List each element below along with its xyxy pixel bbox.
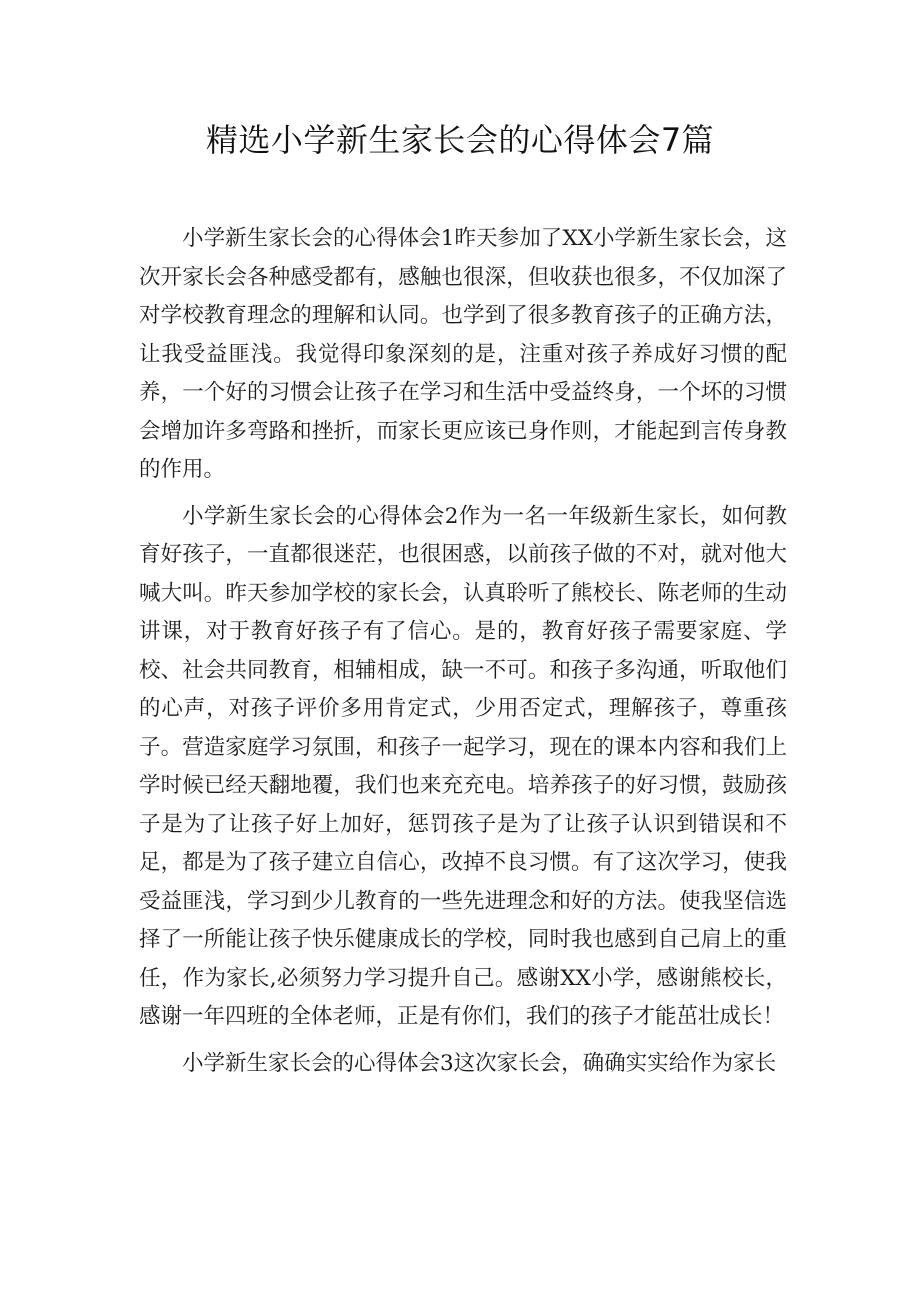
document-body — [139, 220, 787, 1091]
document-title: 精选小学新生家长会的心得体会7篇 — [205, 121, 715, 159]
paragraph-3: 小学新生家长会的心得体会3这次家长会，确确实实给作为家长 — [182, 1050, 777, 1076]
paragraph-1: 小学新生家长会的心得体会1昨天参加了XX小学新生家长会，这次开家长会各种感受都有，感触也很深，但收获也很多，不仅加深了对学校教育理念的理解和认同。也学到了很多教育孩子的正确方法，让我受益匪浅。我觉得印象深刻的是，注重对孩子养成好习惯的配养，一个好的习惯会让孩子在学习和生活中受益终身，一个坏的习惯会增加许多弯路和挫折，而家长更应该已身作则，才能起到言传身教的作用。 — [139, 226, 787, 482]
paragraph-2: 小学新生家长会的心得体会2作为一名一年级新生家长，如何教育好孩子，一直都很迷茫，也很困惑，以前孩子做的不对，就对他大喊大叫。昨天参加学校的家长会，认真聆听了熊校长、陈老师的生动讲课，对于教育好孩子有了信心。是的，教育好孩子需要家庭、学校、社会共同教育，相辅相成，缺一不可。和孩子多沟通，听取他们的心声，对孩子评价多用肯定式，少用否定式，理解孩子，尊重孩子。营造家庭学习氛围，和孩子一起学习，现在的课本内容和我们上学时候已经天翻地覆，我们也来充充电。培养孩子的好习惯，鼓励孩子是为了让孩子好上加好，惩罚孩子是为了让孩子认识到错误和不足，都是为了孩子建立自信心，改掉不良习惯。有了这次学习，使我受益匪浅，学习到少儿教育的一些先进理念和好的方法。使我坚信选择了一所能让孩子快乐健康成长的学校，同时我也感到自己肩上的重任，作为家长,必须努力学习提升自己。感谢XX小学，感谢熊校长，感谢一年四班的全体老师，正是有你们，我们的孩子才能茁壮成长！ — [139, 503, 787, 1029]
